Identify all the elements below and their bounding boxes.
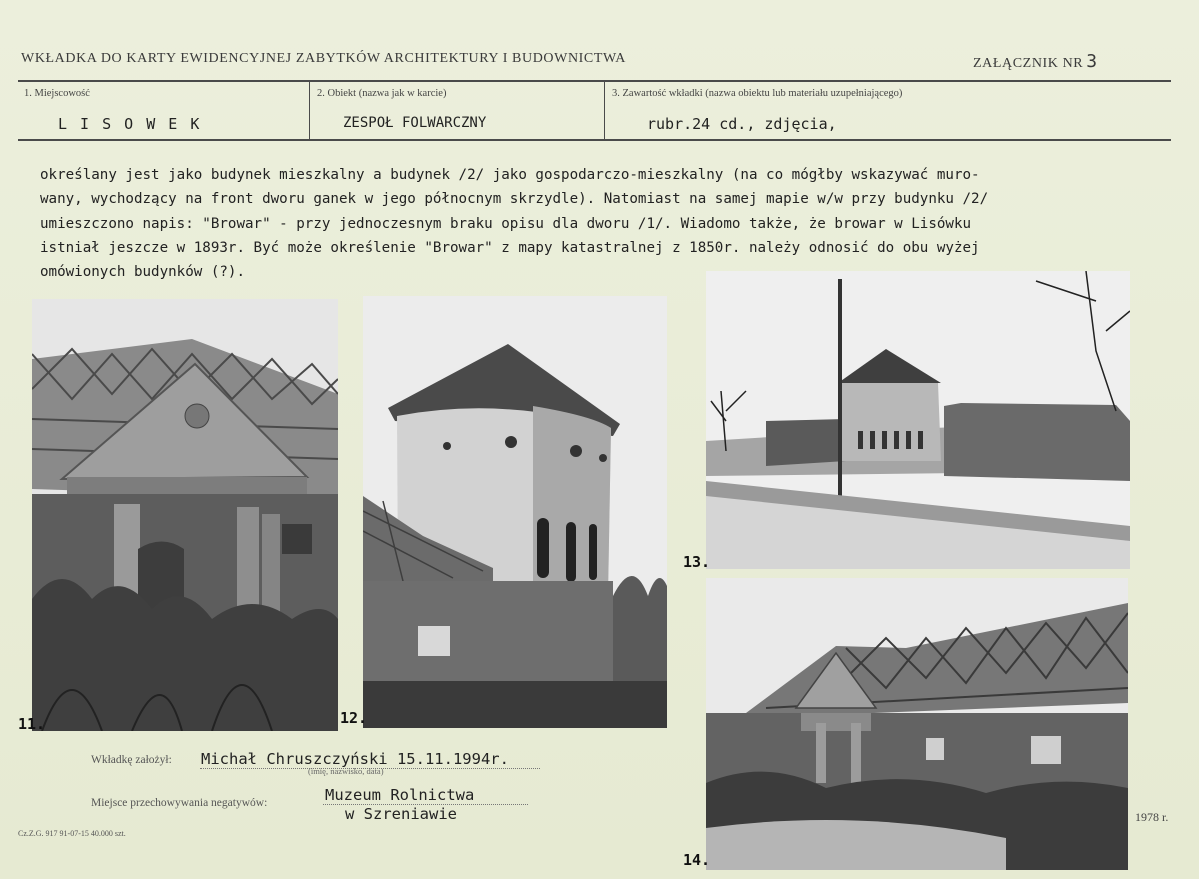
photo-number-11: 11. [18,715,46,733]
description-line: wany, wychodzący na front dworu ganek w jego północnym skrzydle). Natomiast na samej mapie w/w przy budynku /2/ [40,191,989,208]
annex-label [973,51,1098,72]
storage-value-line1: Muzeum Rolnictwa [325,786,475,804]
founded-hint: (imię, nazwisko, data) [308,766,384,776]
founded-value: Michał Chruszczyński 15.11.1994r. [201,750,509,768]
locality-label: 1. Miejscowość [24,88,90,99]
object-value: ZESPOŁ FOLWARCZNY [343,115,487,131]
founded-label: Wkładkę założył: [91,754,172,766]
description-text [40,163,1180,284]
photo-number-13: 13. [683,553,711,571]
photo-year: 1978 r. [1135,810,1169,824]
content-label: 3. Zawartość wkładki (nazwa obiektu lub materiału uzupełniającego) [612,88,903,99]
form-title: WKŁADKA DO KARTY EWIDENCYJNEJ ZABYTKÓW ARCHITEKTURY I BUDOWNICTWA [21,51,626,66]
field-divider-1 [309,82,310,139]
header-rule-top [18,80,1171,82]
description-line: określany jest jako budynek mieszkalny a budynek /2/ jako gospodarczo-mieszkalny (na co mógłby wskazywać muro- [40,167,980,183]
photo-portico [32,299,338,731]
photo-farm-building [706,578,1128,870]
locality-value: L I S O W E K [58,115,202,133]
header-rule-bottom [18,139,1171,141]
field-divider-2 [604,82,605,139]
description-line: umieszczono napis: "Browar" - przy jednoczesnym braku opisu dla dworu /1/. Wiadomo także, że browar w Lisówku [40,215,972,232]
photo-number-14: 14. [683,851,711,869]
object-label: 2. Obiekt (nazwa jak w karcie) [317,88,447,99]
photo-road-view [706,271,1130,569]
annex-number: 3 [1086,51,1098,72]
storage-value-line2: w Szreniawie [345,805,457,823]
description-line: istniał jeszcze w 1893r. Być może określenie "Browar" z mapy katastralnej z 1850r. należy odnosić do obu wyżej [40,239,980,256]
photo-number-12: 12. [340,709,368,727]
storage-label: Miejsce przechowywania negatywów: [91,797,268,809]
content-value: rubr.24 cd., zdjęcia, [647,115,837,133]
photo-tower [363,296,667,728]
description-line: omówionych budynków (?). [40,264,245,281]
print-code: Cz.Z.G. 917 91-07-15 40.000 szt. [18,829,126,838]
annex-label-text: ZAŁĄCZNIK NR [973,56,1084,71]
